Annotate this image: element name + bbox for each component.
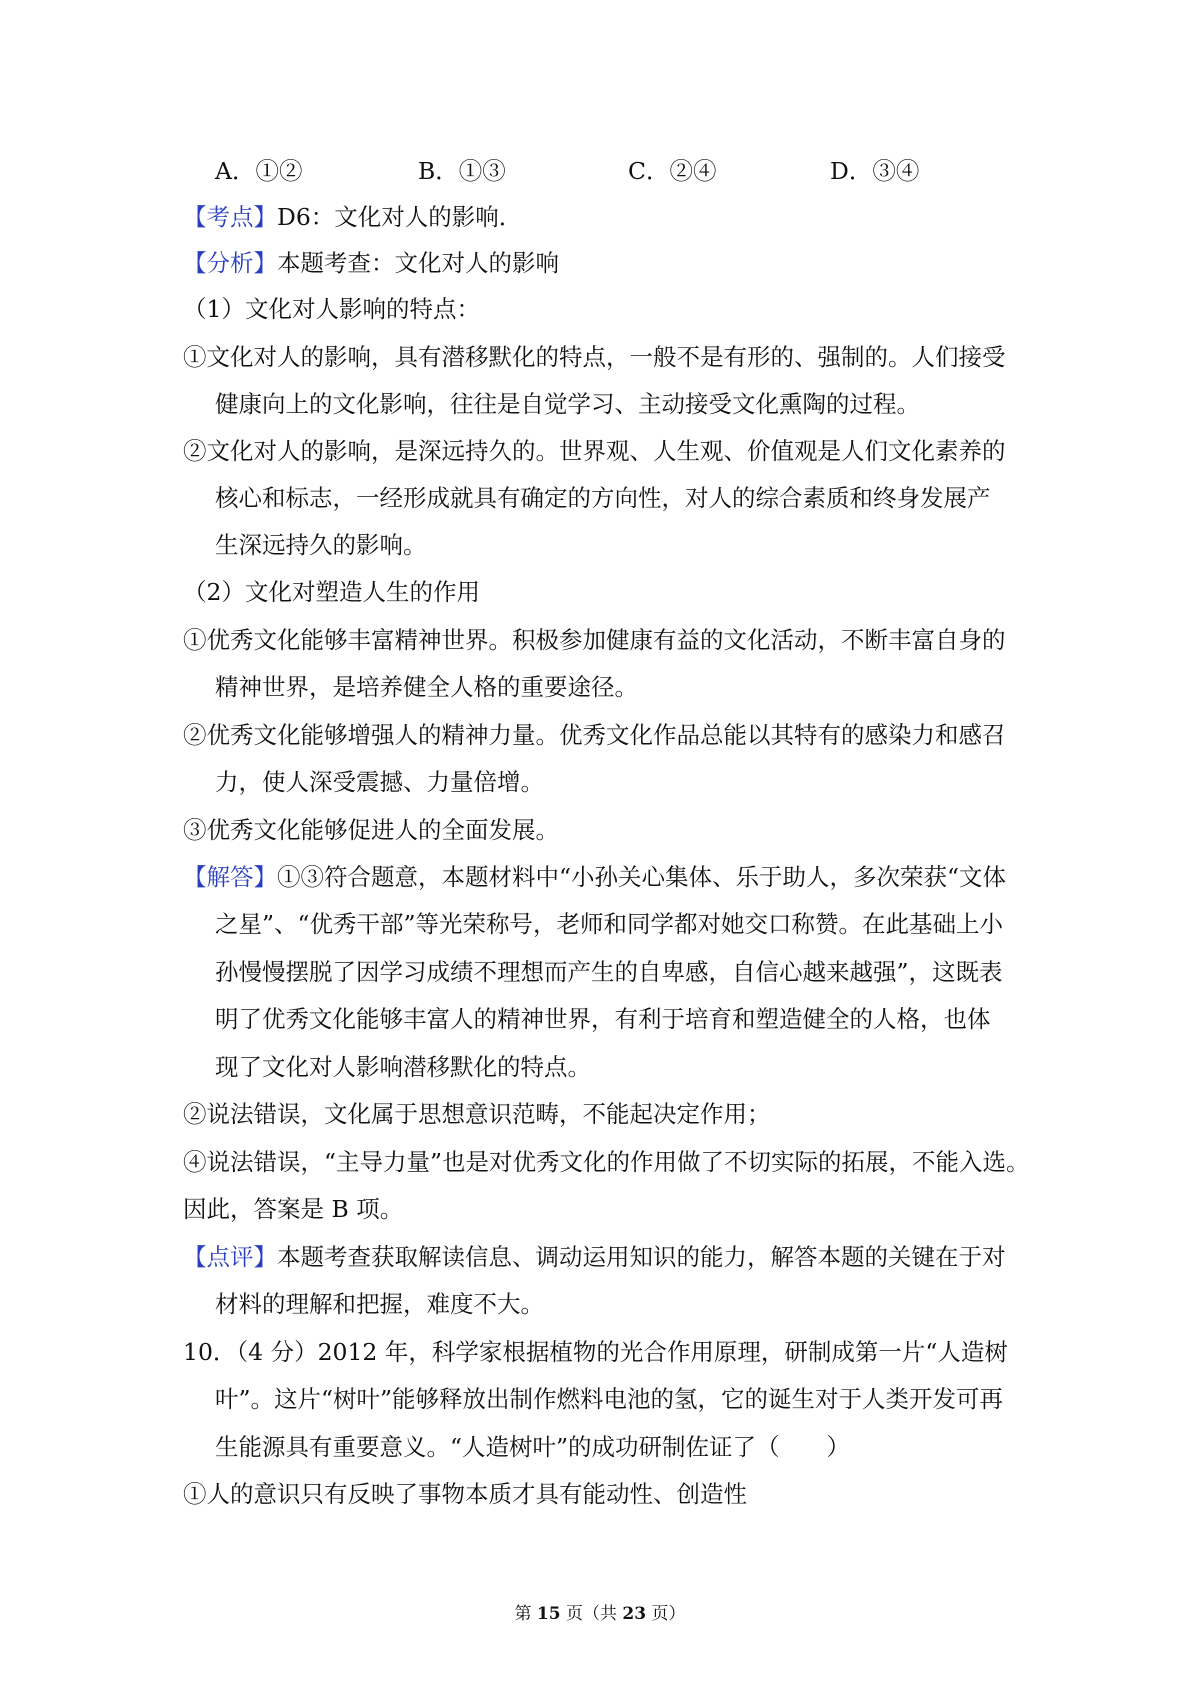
fenxi-tag: 【分析】 <box>183 249 277 277</box>
dianping-line: 材料的理解和把握，难度不大。 <box>215 1290 544 1318</box>
analysis-line: ①优秀文化能够丰富精神世界。积极参加健康有益的文化活动，不断丰富自身的 <box>183 626 1006 654</box>
kaodian-line <box>183 200 1033 234</box>
option-a: A．①② <box>215 157 303 185</box>
page-footer <box>0 1602 1200 1626</box>
option-d: D．③④ <box>830 157 920 185</box>
jieda-text: ①③符合题意，本题材料中“小孙关心集体、乐于助人，多次荣获“文体 <box>277 863 1007 891</box>
analysis-line: （1）文化对人影响的特点： <box>183 295 480 323</box>
question-line: 生能源具有重要意义。“人造树叶”的成功研制佐证了（ ） <box>215 1433 851 1461</box>
fenxi-line <box>183 246 1033 280</box>
analysis-line: 精神世界，是培养健全人格的重要途径。 <box>215 673 638 701</box>
analysis-line: 力，使人深受震撼、力量倍增。 <box>215 768 544 796</box>
jieda-line: 现了文化对人影响潜移默化的特点。 <box>215 1053 591 1081</box>
analysis-line: （2）文化对塑造人生的作用 <box>183 578 480 606</box>
question-line: ①人的意识只有反映了事物本质才具有能动性、创造性 <box>183 1480 747 1508</box>
dianping-tag: 【点评】 <box>183 1243 277 1271</box>
jieda-line <box>183 860 1033 894</box>
jieda-line: 孙慢慢摆脱了因学习成绩不理想而产生的自卑感，自信心越来越强”，这既表 <box>215 958 1003 986</box>
dianping-line <box>183 1240 1033 1274</box>
footer-prefix: 第 <box>514 1604 537 1624</box>
jieda-line: ④说法错误，“主导力量”也是对优秀文化的作用做了不切实际的拓展，不能入选。 <box>183 1148 1030 1176</box>
kaodian-tag: 【考点】 <box>183 203 277 231</box>
question-line: 10．（4 分）2012 年，科学家根据植物的光合作用原理，研制成第一片“人造树 <box>183 1338 1008 1366</box>
analysis-line: ①文化对人的影响，具有潜移默化的特点，一般不是有形的、强制的。人们接受 <box>183 343 1006 371</box>
jieda-line: 之星”、“优秀干部”等光荣称号，老师和同学都对她交口称赞。在此基础上小 <box>215 910 1004 938</box>
jieda-tag: 【解答】 <box>183 863 277 891</box>
analysis-line: ②文化对人的影响，是深远持久的。世界观、人生观、价值观是人们文化素养的 <box>183 437 1006 465</box>
analysis-line: 健康向上的文化影响，往往是自觉学习、主动接受文化熏陶的过程。 <box>215 390 920 418</box>
footer-suffix: 页） <box>646 1604 686 1624</box>
analysis-line: 核心和标志，一经形成就具有确定的方向性，对人的综合素质和终身发展产 <box>215 484 991 512</box>
page-number: 15 <box>536 1604 561 1624</box>
option-b: B．①③ <box>418 157 506 185</box>
jieda-line: ②说法错误，文化属于思想意识范畴，不能起决定作用； <box>183 1100 771 1128</box>
question-line: 叶”。这片“树叶”能够释放出制作燃料电池的氢，它的诞生对于人类开发可再 <box>215 1385 1004 1413</box>
option-c: C．②④ <box>628 157 717 185</box>
jieda-line: 因此，答案是 B 项。 <box>183 1195 404 1223</box>
dianping-text: 本题考查获取解读信息、调动运用知识的能力，解答本题的关键在于对 <box>277 1243 1006 1271</box>
analysis-line: ②优秀文化能够增强人的精神力量。优秀文化作品总能以其特有的感染力和感召 <box>183 721 1006 749</box>
jieda-line: 明了优秀文化能够丰富人的精神世界，有利于培育和塑造健全的人格，也体 <box>215 1005 991 1033</box>
kaodian-text: D6：文化对人的影响． <box>277 203 523 231</box>
page-total: 23 <box>622 1604 647 1624</box>
analysis-line: ③优秀文化能够促进人的全面发展。 <box>183 816 559 844</box>
fenxi-text: 本题考查：文化对人的影响 <box>277 249 559 277</box>
analysis-line: 生深远持久的影响。 <box>215 531 427 559</box>
footer-middle: 页（共 <box>560 1604 623 1624</box>
